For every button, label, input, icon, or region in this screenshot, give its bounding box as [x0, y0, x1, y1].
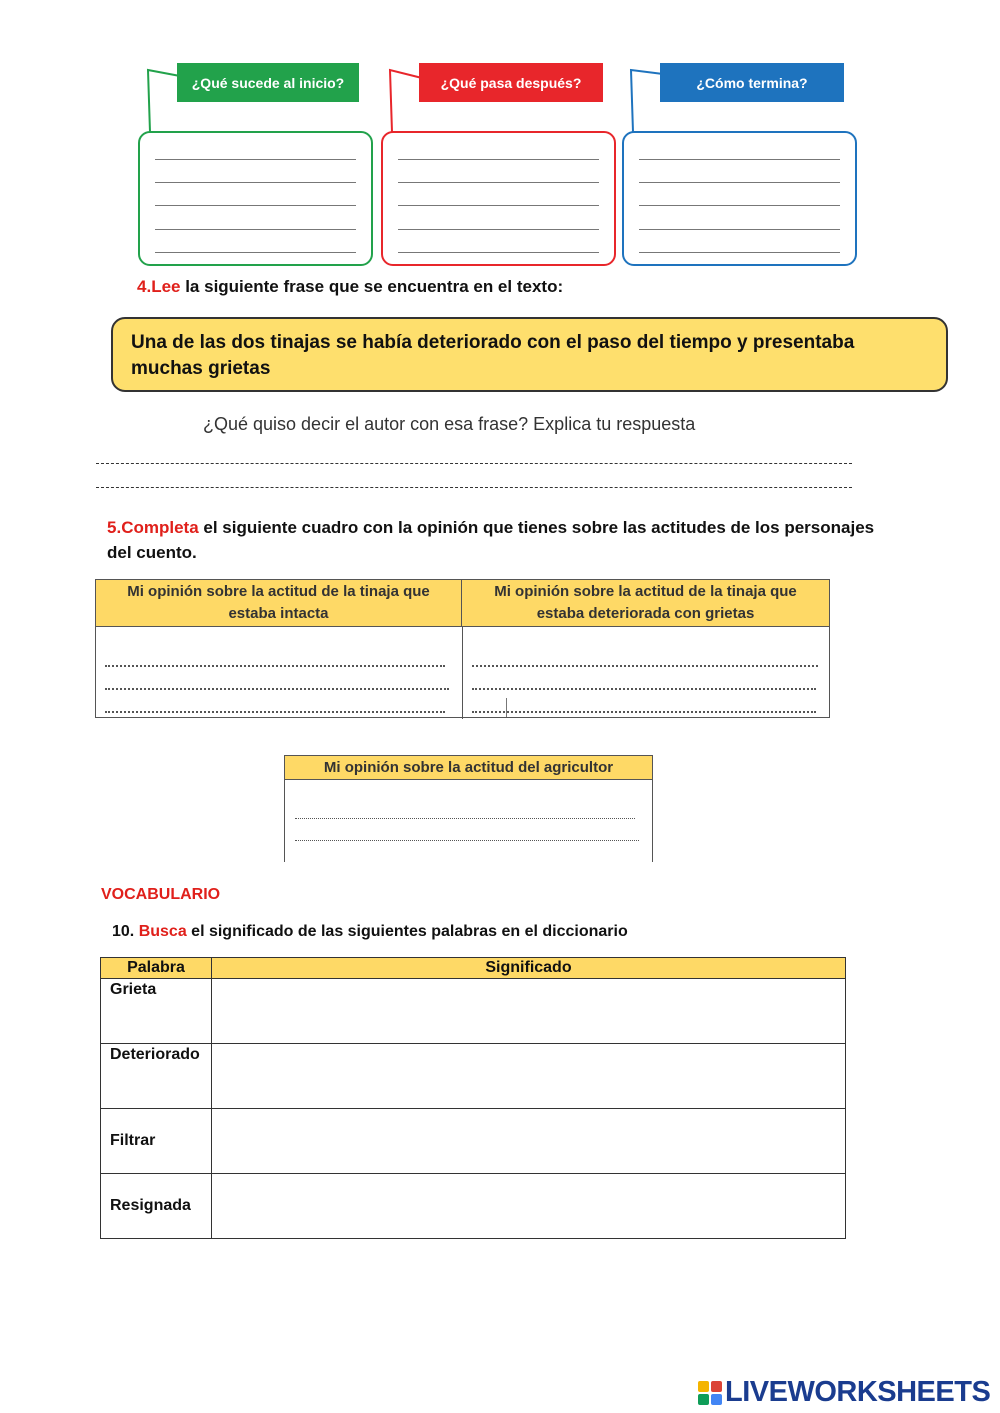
q4-quote: Una de las dos tinajas se había deteriorado con el paso del tiempo y presentaba muchas grietas: [111, 317, 948, 392]
opinion-divider: [462, 627, 463, 719]
q10-number: 10: [112, 923, 130, 940]
q4-rest: la siguiente frase que se encuentra en el texto:: [180, 277, 564, 296]
word-filtrar: Filtrar: [101, 1109, 212, 1174]
opinion-table-bottom: [95, 717, 830, 718]
text-cursor: [506, 698, 507, 718]
answer-line-1[interactable]: [96, 463, 852, 464]
opinion-line-1b[interactable]: [105, 688, 449, 690]
opinion-line-2c[interactable]: [472, 711, 816, 713]
q10-verb: Busca: [138, 923, 187, 940]
opinion-header-2-text: Mi opinión sobre la actitud de la tinaja que estaba deteriorada con grietas: [494, 583, 797, 622]
farmer-line-1[interactable]: [295, 818, 635, 819]
q5-verb: Completa: [121, 518, 199, 537]
answer-box-despues[interactable]: [381, 131, 616, 266]
farmer-table: [284, 755, 653, 862]
opinion-header-2: [462, 580, 829, 627]
answer-line-2[interactable]: [96, 487, 852, 488]
farmer-header: [285, 756, 652, 780]
q10-dot: .: [129, 923, 139, 940]
tag-despues: ¿Qué pasa después?: [419, 63, 603, 102]
logo-square-4: [711, 1394, 722, 1405]
q4-verb: Lee: [151, 277, 181, 296]
q5-rest: el siguiente cuadro con la opinión que tienes sobre las actitudes de los personajes del cuento.: [107, 518, 875, 562]
meaning-cell-filtrar[interactable]: [212, 1109, 846, 1174]
logo-text: LIVEWORKSHEETS: [725, 1376, 991, 1408]
word-deteriorado: Deteriorado: [101, 1044, 212, 1109]
opinion-line-1a[interactable]: [105, 665, 445, 667]
word-resignada: Resignada: [101, 1174, 212, 1239]
header-meaning: Significado: [212, 958, 846, 979]
opinion-line-2a[interactable]: [472, 665, 818, 667]
q4-question: ¿Qué quiso decir el autor con esa frase? Explica tu respuesta: [203, 414, 696, 434]
opinion-header-1-text: Mi opinión sobre la actitud de la tinaja que estaba intacta: [127, 583, 430, 622]
answer-box-termina[interactable]: [622, 131, 857, 266]
table-row: [101, 1109, 846, 1174]
farmer-header-text: Mi opinión sobre la actitud del agricultor: [323, 759, 614, 776]
q4-number: 4.: [137, 277, 152, 296]
vocab-header-row: [101, 958, 846, 979]
liveworksheets-logo: [698, 1376, 990, 1409]
vocab-title: VOCABULARIO: [101, 886, 221, 903]
farmer-line-2[interactable]: [295, 840, 639, 841]
answer-box-inicio[interactable]: [138, 131, 373, 266]
q4-instruction: [137, 277, 563, 297]
q5-instruction: [107, 515, 877, 565]
table-row: [101, 1174, 846, 1239]
logo-square-2: [711, 1381, 722, 1392]
table-row: [101, 1044, 846, 1109]
q5-number: 5.: [107, 518, 122, 537]
vocab-table: [100, 957, 846, 1239]
tag-inicio: ¿Qué sucede al inicio?: [177, 63, 359, 102]
meaning-cell-deteriorado[interactable]: [212, 1044, 846, 1109]
meaning-cell-grieta[interactable]: [212, 979, 846, 1044]
meaning-cell-resignada[interactable]: [212, 1174, 846, 1239]
q10-instruction: [112, 923, 628, 941]
word-grieta: Grieta: [101, 979, 212, 1044]
opinion-header-1: [96, 580, 462, 627]
tag-termina: ¿Cómo termina?: [660, 63, 844, 102]
opinion-line-1c[interactable]: [105, 711, 445, 713]
q10-rest: el significado de las siguientes palabras en el diccionario: [186, 923, 628, 940]
opinion-table: [95, 579, 830, 718]
logo-square-3: [698, 1394, 709, 1405]
header-word: Palabra: [101, 958, 212, 979]
logo-grid-icon: [698, 1381, 722, 1405]
opinion-line-2b[interactable]: [472, 688, 816, 690]
table-row: [101, 979, 846, 1044]
logo-square-1: [698, 1381, 709, 1392]
